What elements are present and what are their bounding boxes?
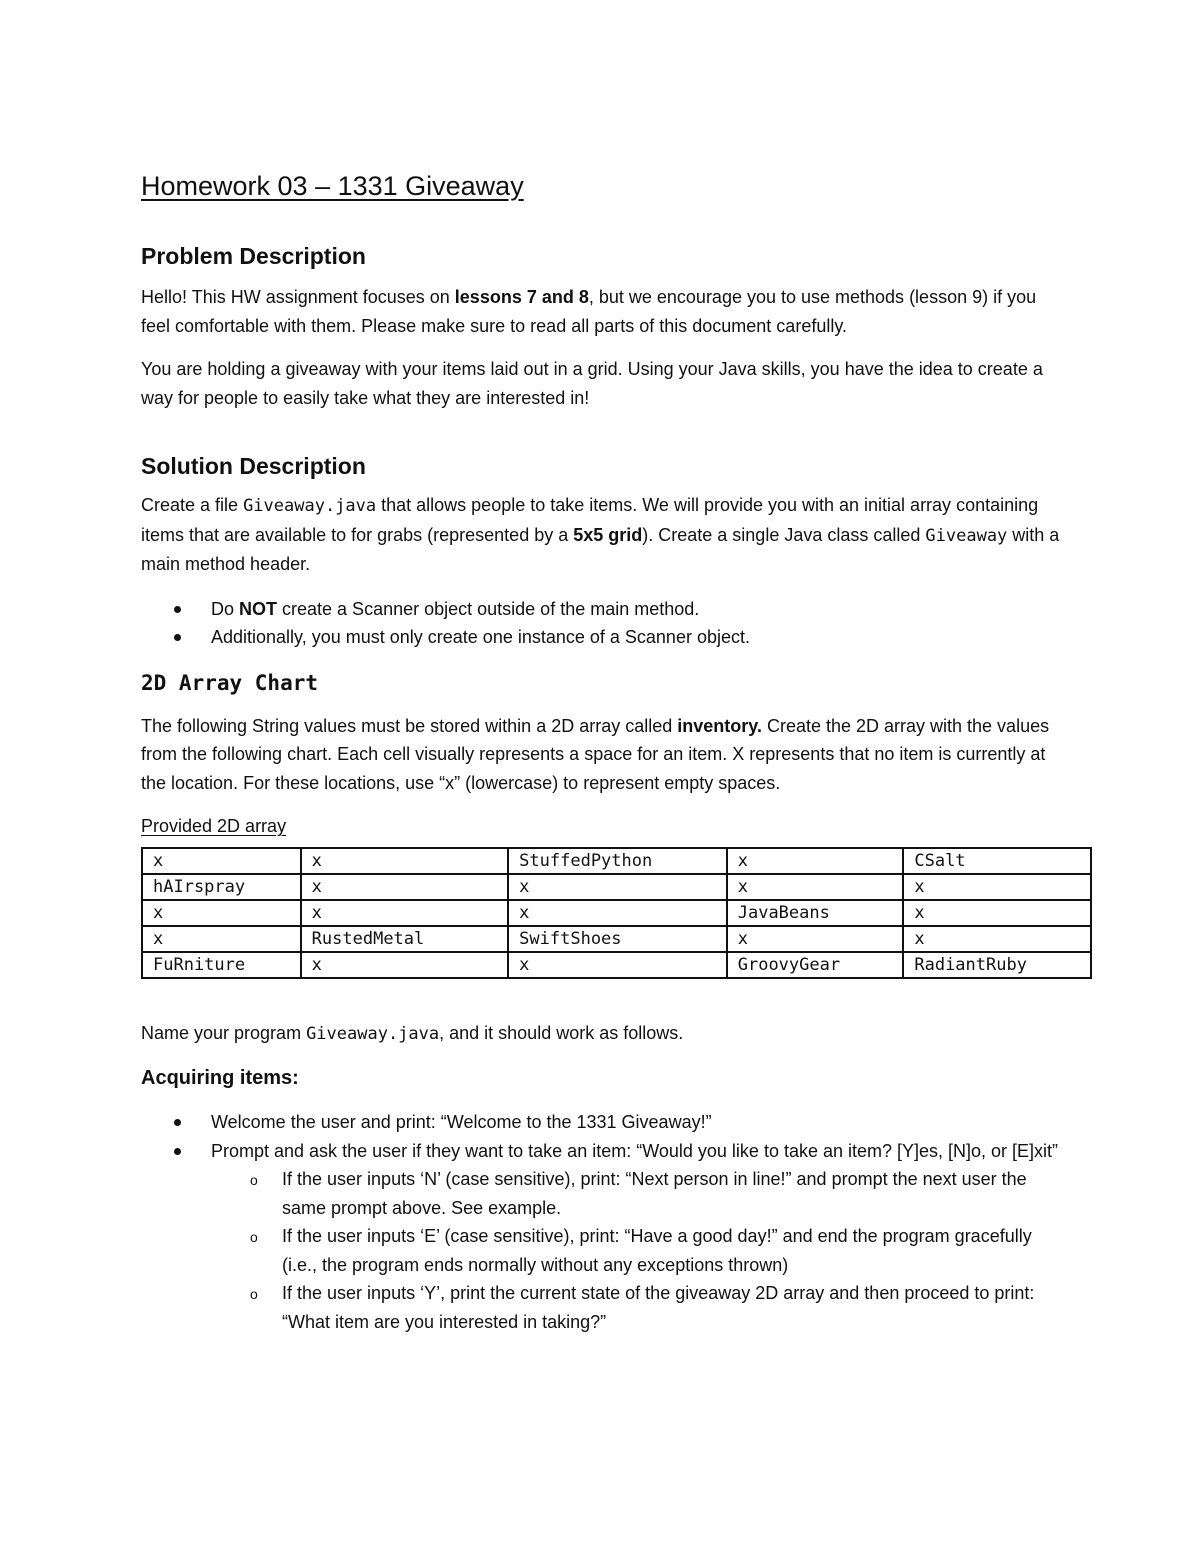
table-row	[142, 900, 1091, 926]
table-cell: x	[301, 848, 509, 874]
table-cell: SwiftShoes	[508, 926, 727, 952]
chart-p1-text-a: The following String values must be stored within a 2D array called	[141, 715, 678, 736]
table-cell: x	[142, 926, 301, 952]
solution-paragraph-1	[141, 491, 1061, 579]
table-cell: x	[508, 952, 727, 978]
solution-p1-text-d: with a main method header.	[141, 524, 1060, 574]
table-cell: x	[301, 874, 509, 900]
table-cell: FuRniture	[142, 952, 301, 978]
solution-p1-bold: 5x5 grid	[573, 524, 643, 545]
table-cell: x	[142, 848, 301, 874]
table-cell: x	[727, 848, 904, 874]
program-paragraph	[141, 1019, 1061, 1049]
problem-p1-text-a: Hello! This HW assignment focuses on	[141, 287, 455, 307]
table-row	[142, 874, 1091, 900]
solution-p1-code: Giveaway.java	[243, 496, 377, 516]
table-cell: x	[508, 900, 727, 926]
problem-paragraph-2: You are holding a giveaway with your items laid out in a grid. Using your Java skills, you have the idea to create a way for people to easily take what they are interested in!	[141, 359, 1043, 408]
solution-bullet1-text-b: create a Scanner object outside of the main method.	[277, 598, 700, 619]
table-cell: JavaBeans	[727, 900, 904, 926]
table-cell: RadiantRuby	[903, 952, 1091, 978]
inventory-table	[141, 847, 1092, 979]
list-item: Additionally, you must only create one instance of a Scanner object.	[141, 623, 1061, 652]
list-item: o If the user inputs ‘E’ (case sensitive), print: “Have a good day!” and end the program gracefully (i.e., the program ends normally without any exceptions thrown)	[211, 1222, 1061, 1279]
table-cell: x	[508, 874, 727, 900]
list-item: Welcome the user and print: “Welcome to the 1331 Giveaway!”	[141, 1108, 1061, 1137]
solution-p1-text-b: that allows people to take items. We will provide you with an initial array containing items that are available to for grabs (represented by a	[141, 495, 1039, 545]
solution-bullet1-text-a: Do	[211, 598, 240, 619]
problem-paragraph-1	[141, 283, 1061, 340]
problem-p1-text-b: , but we encourage you to use methods (lesson 9) if you feel comfortable with them. Please make sure to read all parts of this document carefully.	[141, 287, 1037, 336]
list-item: Prompt and ask the user if they want to take an item: “Would you like to take an item? [Y]es, [N]o, or [E]xit”	[141, 1137, 1061, 1166]
solution-p1-code-2: Giveaway	[925, 525, 1008, 546]
table-cell: RustedMetal	[301, 926, 509, 952]
document-body	[141, 168, 1061, 1336]
chart-heading: 2D Array Chart	[141, 670, 319, 695]
table-cell: x	[903, 900, 1091, 926]
array-caption: Provided 2D array	[141, 816, 287, 836]
list-item: o If the user inputs ‘Y’, print the current state of the giveaway 2D array and then proceed to print: “What item are you interested in taking?”	[211, 1279, 1061, 1336]
page-title: Homework 03 – 1331 Giveaway	[141, 171, 524, 201]
table-cell: x	[301, 952, 509, 978]
program-p1-code: Giveaway.java	[306, 1023, 440, 1044]
acquiring-bullets	[141, 1108, 1061, 1165]
table-row	[142, 952, 1091, 978]
list-item	[141, 595, 1061, 624]
table-cell: StuffedPython	[508, 848, 727, 874]
chart-paragraph	[141, 712, 1061, 798]
table-cell: x	[142, 900, 301, 926]
program-p1-text-b: , and it should work as follows.	[439, 1022, 684, 1043]
table-cell: x	[903, 874, 1091, 900]
table-row	[142, 848, 1091, 874]
chart-p1-bold: inventory.	[677, 715, 762, 736]
list-item: o If the user inputs ‘N’ (case sensitive), print: “Next person in line!” and prompt the next user the same prompt above. See example.	[211, 1165, 1061, 1222]
problem-heading: Problem Description	[141, 243, 366, 269]
solution-heading: Solution Description	[141, 453, 366, 479]
table-cell: GroovyGear	[727, 952, 904, 978]
table-cell: x	[727, 926, 904, 952]
program-p1-text-a: Name your program	[141, 1022, 307, 1043]
table-cell: hAIrspray	[142, 874, 301, 900]
problem-p1-bold: lessons 7 and 8	[454, 287, 589, 307]
table-cell: CSalt	[903, 848, 1091, 874]
table-cell: x	[727, 874, 904, 900]
acquiring-heading: Acquiring items:	[141, 1067, 299, 1089]
acquiring-sub-bullets	[141, 1165, 1061, 1336]
solution-p1-text-a: Create a file	[141, 495, 244, 515]
solution-p1-text-c: ). Create a single Java class called	[642, 524, 926, 545]
solution-bullets	[141, 595, 1061, 652]
solution-bullet1-bold: NOT	[239, 598, 278, 619]
table-row	[142, 926, 1091, 952]
chart-p1-text-b: Create the 2D array with the values from the following chart. Each cell visually represents a space for an item. X represents that no item is currently at the location. For these locations, use “x” (lowercase) to represent empty spaces.	[141, 715, 1050, 793]
table-cell: x	[301, 900, 509, 926]
table-cell: x	[903, 926, 1091, 952]
